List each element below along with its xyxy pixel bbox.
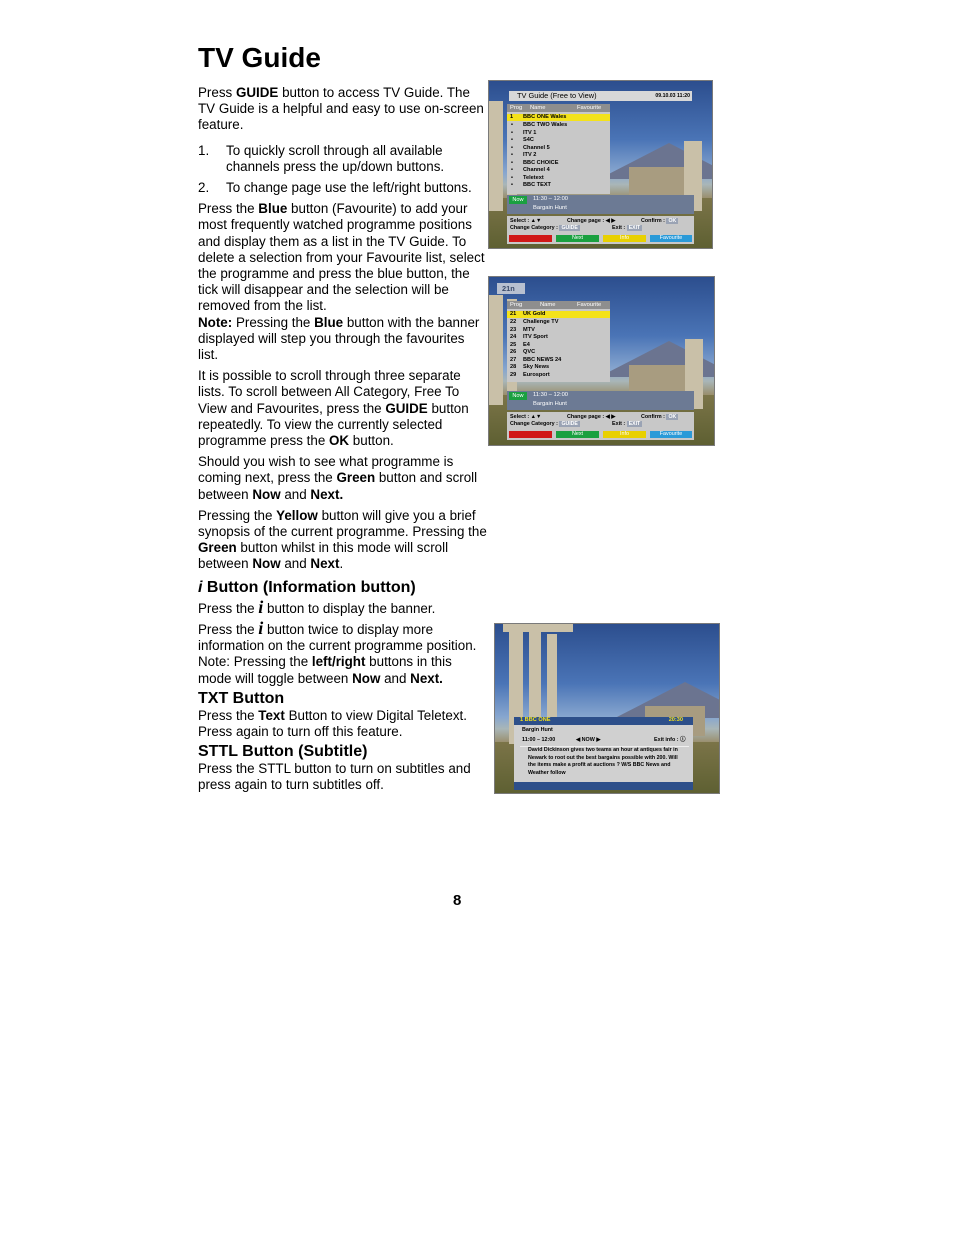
- info-banner: 1 BBC ONE 20:30 Bargin Hunt 11:00 – 12:00 ◀ NOW ▶ Exit info : ⓘ David Dickinson gives two teams an hour at antiques fair in Newark to root out the best bargains possible with 200. Will the items make a profit at auctions ? W/S BBC News and Weather follow: [514, 717, 693, 790]
- info-line-1: Press the i button to display the banner.: [198, 596, 436, 617]
- list-item: 2. To change page use the left/right buttons.: [198, 180, 472, 196]
- red-button[interactable]: [509, 235, 552, 242]
- tv-guide-screenshot-number-entry: [488, 276, 715, 446]
- red-button[interactable]: [509, 431, 552, 438]
- banner-channel-bar: 1 BBC ONE 20:30: [514, 717, 693, 725]
- now-next-bar: Now 11:30 – 12:00 Bargain Hunt: [507, 195, 694, 214]
- info-banner-screenshot: [494, 623, 720, 794]
- yellow-info-button[interactable]: Info: [603, 431, 646, 438]
- page-title: TV Guide: [198, 42, 321, 73]
- list-item: 1. To quickly scroll through all available channels press the up/down buttons.: [198, 142, 445, 174]
- page-number: 8: [453, 892, 462, 909]
- info-line-2: Press the i button twice to display more information on the current programme position.: [198, 617, 477, 654]
- next-paragraph: Should you wish to see what programme is coming next, press the Green button and scroll between Now and Next.: [198, 454, 478, 502]
- info-heading: i Button (Information button): [198, 578, 416, 596]
- sttl-paragraph: Press the STTL button to turn on subtitles and press again to turn subtitles off.: [198, 761, 471, 793]
- sttl-heading: STTL Button (Subtitle): [198, 743, 368, 761]
- channel-list: Prog Name Favourite 1 BBC ONE Wales • BBC TWO Wales • ITV 1 • S4C • Channel 5 • ITV 2 • BBC CHOICE • Channel 4 • Teletext • BBC TEXT: [507, 104, 610, 194]
- scroll-paragraph: It is possible to scroll through three separate lists. To scroll between All Category, Free To View and Favourites, press the GUIDE button repeatedly. To view the currently selected programme press the OK button.: [198, 368, 469, 449]
- selected-channel[interactable]: 21 UK Gold: [507, 311, 610, 318]
- favourite-paragraph: Press the Blue button (Favourite) to add your most frequently watched programme positions and display them as a list in the TV Guide. To delete a selection from your Favourite list, select the programme and press the blue button, the tick will disappear and the selection will be removed from the list. Note: Pressing the Blue button with the banner displayed will step you through the favourites list.: [198, 201, 485, 363]
- key-help-panel: Select : ▲▼ Change page : ◀ ▶ Confirm : OK Change Category : GUIDE Exit : EXIT Next Info Favourite: [507, 216, 694, 244]
- steps-list: [198, 143, 488, 197]
- green-next-button[interactable]: Next: [556, 431, 599, 438]
- key-help-panel: Select : ▲▼ Change page : ◀ ▶ Confirm : OK Change Category : GUIDE Exit : EXIT Next Info Favourite: [507, 412, 694, 440]
- yellow-paragraph: Pressing the Yellow button will give you a brief synopsis of the current programme. Pressing the Green button whilst in this mode will scroll between Now and Next.: [198, 507, 487, 572]
- channel-list: Prog Name Favourite 21 UK Gold 22 Challenge TV 23 MTV 24 ITV Sport 25 E4 26 QVC 27 BBC NEWS 24 28 Sky News 29 Eurosport: [507, 301, 610, 382]
- txt-paragraph: Press the Text Button to view Digital Teletext. Press again to turn off this feature.: [198, 707, 467, 739]
- selected-channel[interactable]: 1 BBC ONE Wales: [507, 114, 610, 121]
- info-note: Note: Pressing the left/right buttons in this mode will toggle between Now and Next.: [198, 654, 452, 686]
- intro-paragraph: Press GUIDE button to access TV Guide. The TV Guide is a helpful and easy to use on-screen feature.: [198, 85, 484, 133]
- info-icon: ⓘ: [680, 737, 686, 743]
- blue-favourite-button[interactable]: Favourite: [650, 235, 692, 242]
- yellow-info-button[interactable]: Info: [603, 235, 646, 242]
- tv-guide-screenshot-free-to-view: [488, 80, 713, 249]
- synopsis-text: David Dickinson gives two teams an hour at antiques fair in Newark to root out the best bargains possible with 200. Will the items make a profit at auctions ? W/S BBC News and Weather follow: [520, 746, 689, 772]
- now-next-bar: Now 11:30 – 12:00 Bargain Hunt: [507, 391, 694, 410]
- number-entry-box: 21n: [497, 283, 525, 294]
- text-column: [198, 85, 488, 794]
- txt-heading: TXT Button: [198, 689, 285, 707]
- blue-favourite-button[interactable]: Favourite: [650, 431, 692, 438]
- guide-title-bar: TV Guide (Free to View) 09.10.03 11:20: [509, 91, 692, 101]
- green-next-button[interactable]: Next: [556, 235, 599, 242]
